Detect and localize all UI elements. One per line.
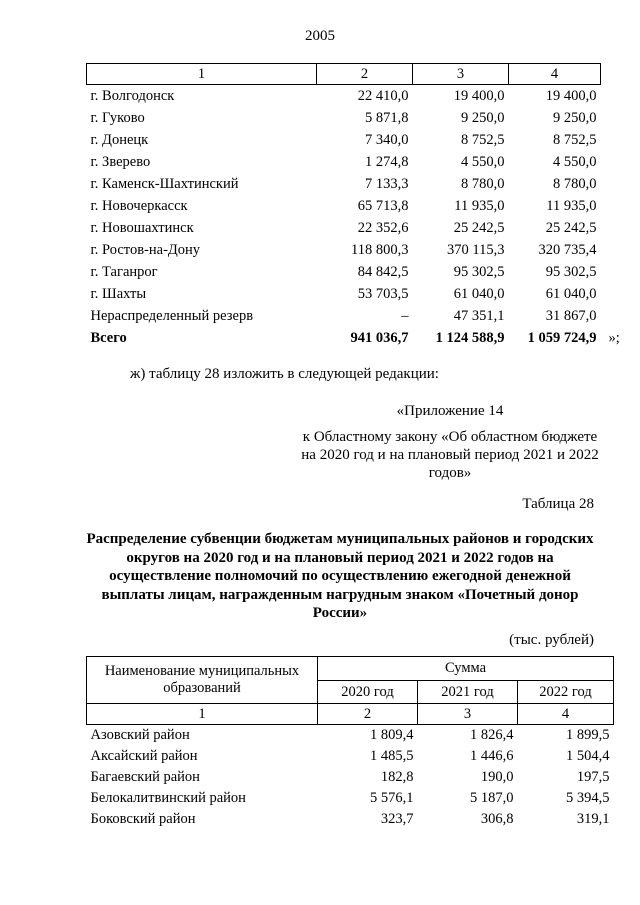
row-value-3: 19 400,0 [545,88,597,104]
table-row [87,107,601,129]
table-row [87,809,614,830]
row-value-1: 65 713,8 [357,198,409,214]
row-value-1: 7 340,0 [365,132,409,148]
row-name: г. Волгодонск [90,88,175,104]
header-municipality: Наименование муниципальных образований [87,657,318,704]
table-row [87,151,601,173]
row-name: Азовский район [90,727,190,743]
total-label: Всего [90,330,127,346]
header-col-3: 3 [413,64,509,85]
table-row [87,305,601,327]
table-row [87,239,601,261]
row-value-2: 8 752,5 [461,132,505,148]
table-label: Таблица 28 [522,496,594,512]
row-value-3: 95 302,5 [545,264,597,280]
row-name: г. Новочеркасск [90,198,188,214]
header-sum: Сумма [318,657,614,681]
row-value-2022: 197,5 [576,769,610,785]
appendix-title: «Приложение 14 [396,403,504,419]
table-row [87,283,601,305]
row-value-3: 11 935,0 [546,198,597,214]
row-name: Нераспределенный резерв [90,308,254,324]
row-value-2: 8 780,0 [461,176,505,192]
header-year-2022: 2022 год [518,680,614,704]
table-row [87,261,601,283]
header-col-2: 2 [317,64,413,85]
row-value-2021: 306,8 [480,811,514,827]
row-value-2020: 5 576,1 [370,790,414,806]
total-suffix: »; [608,330,620,346]
row-value-3: 31 867,0 [545,308,597,324]
table-row [87,129,601,151]
row-value-2021: 1 446,6 [470,748,514,764]
row-value-2: 61 040,0 [453,286,505,302]
row-name: г. Зверево [90,154,151,170]
row-value-2020: 323,7 [380,811,414,827]
table-heading: Распределение субвенции бюджетам муниципальных районов и городских округов на 2020 год и на плановый период 2021 и 2022 годов на осуществление полномочий по осуществлению ежегодной денежной выплаты лицам, награжденным нагрудным знаком «Почетный донор России» [86,531,594,621]
page-number: 2005 [305,28,335,44]
row-value-2: 47 351,1 [453,308,505,324]
row-name: Аксайский район [90,748,198,764]
row-value-1: – [401,308,409,324]
table-row [87,217,601,239]
row-value-2021: 1 826,4 [470,727,514,743]
table-row [87,173,601,195]
amendment-paragraph: ж) таблицу 28 изложить в следующей редакции: [130,366,439,382]
row-name: г. Гуково [90,110,145,126]
row-value-2020: 1 485,5 [370,748,414,764]
row-value-3: 61 040,0 [545,286,597,302]
header-year-2021: 2021 год [418,680,518,704]
appendix-reference: к Областному закону «Об областном бюджете на 2020 год и на плановый период 2021 и 2022 годов» [301,429,599,481]
subvention-table [86,656,614,830]
table-row [87,788,614,809]
row-name: г. Таганрог [90,264,158,280]
table2-header-row-1 [87,657,614,681]
row-value-2: 11 935,0 [454,198,505,214]
number-col-1: 1 [87,704,318,725]
row-name: Багаевский район [90,769,200,785]
total-value-3: 1 059 724,9 »; [509,327,601,349]
budget-table-continued [86,63,620,349]
total-row [87,327,601,349]
table-header-row [87,64,601,85]
row-name: Боковский район [90,811,196,827]
units-label: (тыс. рублей) [509,632,594,648]
row-value-3: 4 550,0 [553,154,597,170]
number-col-4: 4 [518,704,614,725]
row-name: г. Новошахтинск [90,220,194,236]
row-value-2022: 319,1 [576,811,610,827]
row-value-1: 5 871,8 [365,110,409,126]
number-col-2: 2 [318,704,418,725]
row-value-2: 25 242,5 [453,220,505,236]
header-col-4: 4 [509,64,601,85]
table-row [87,767,614,788]
row-value-2: 9 250,0 [461,110,505,126]
row-name: г. Ростов-на-Дону [90,242,201,258]
row-value-1: 22 410,0 [357,88,409,104]
total-value-1: 941 036,7 [350,330,409,346]
number-col-3: 3 [418,704,518,725]
table-row [87,746,614,767]
row-value-1: 7 133,3 [365,176,409,192]
table2-number-row [87,704,614,725]
row-value-2021: 190,0 [480,769,514,785]
row-value-2: 19 400,0 [453,88,505,104]
row-value-2021: 5 187,0 [470,790,514,806]
row-value-2022: 1 899,5 [566,727,610,743]
row-value-3: 9 250,0 [553,110,597,126]
row-name: г. Донецк [90,132,149,148]
total-value-2: 1 124 588,9 [435,330,505,346]
table-row [87,195,601,217]
row-value-2: 4 550,0 [461,154,505,170]
row-value-3: 8 780,0 [553,176,597,192]
row-value-1: 118 800,3 [351,242,409,258]
row-value-1: 1 274,8 [365,154,409,170]
row-value-2020: 1 809,4 [370,727,414,743]
row-value-1: 53 703,5 [357,286,409,302]
row-value-2: 95 302,5 [453,264,505,280]
row-value-3: 320 735,4 [538,242,597,258]
row-value-2022: 5 394,5 [566,790,610,806]
row-value-2020: 182,8 [380,769,414,785]
row-value-2: 370 115,3 [447,242,505,258]
row-name: г. Шахты [90,286,147,302]
header-col-1: 1 [87,64,317,85]
row-value-1: 84 842,5 [357,264,409,280]
table-row [87,85,601,108]
row-value-3: 25 242,5 [545,220,597,236]
row-value-2022: 1 504,4 [566,748,610,764]
row-value-1: 22 352,6 [357,220,409,236]
row-value-3: 8 752,5 [553,132,597,148]
row-name: Белокалитвинский район [90,790,246,806]
header-year-2020: 2020 год [318,680,418,704]
table-row [87,725,614,747]
row-name: г. Каменск-Шахтинский [90,176,239,192]
